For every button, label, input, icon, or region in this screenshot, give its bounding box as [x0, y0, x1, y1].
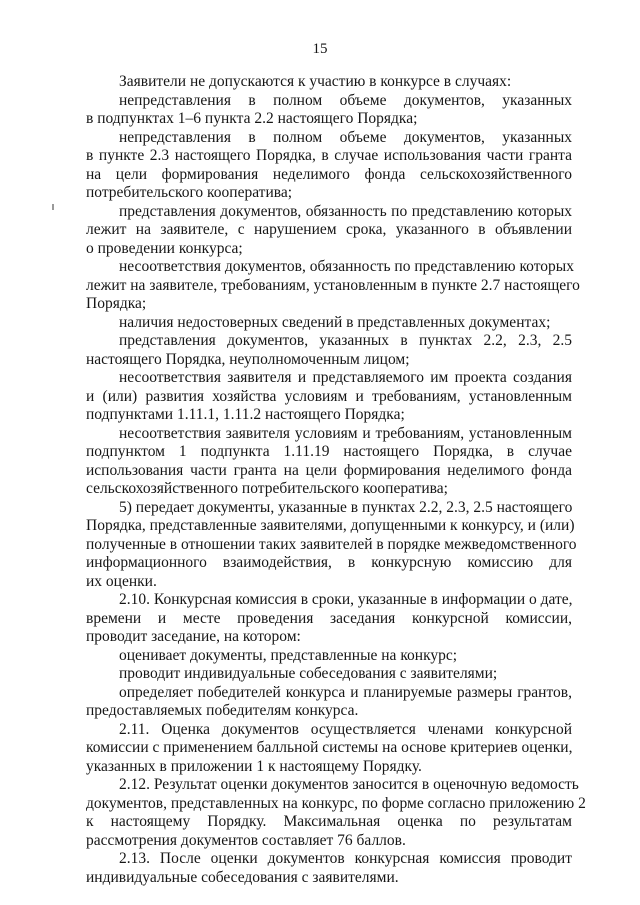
text-line: лежит на заявителе, требованиям, установленным в пункте 2.7 настоящего — [86, 276, 580, 294]
text-line: несоответствия заявителя и представляемого им проекта создания — [119, 369, 572, 386]
text-line: полученные в отношении таких заявителей в порядке межведомственного — [86, 535, 577, 553]
document-body — [86, 73, 586, 887]
text-line: подпунктом 1 подпункта 1.11.19 настоящего Порядка, в случае — [86, 443, 572, 460]
paragraph — [86, 425, 572, 499]
text-line: документов, представленных на конкурс, по форме согласно приложению 2 — [86, 794, 586, 812]
paragraph — [86, 498, 577, 592]
paragraph — [86, 721, 572, 777]
text-line: 2.13. После оценки документов конкурсная комиссия проводит — [119, 850, 572, 867]
text-line: определяет победителей конкурса и планируемые размеры грантов, — [119, 683, 572, 701]
paragraph — [86, 665, 572, 684]
text-line: несоответствия заявителя условиям и требованиям, установленным — [119, 424, 572, 442]
paragraph — [86, 203, 572, 259]
text-line: 2.11. Оценка документов осуществляется членами конкурсной — [119, 720, 572, 738]
text-line: к настоящему Порядку. Максимальная оценка по результатам — [86, 813, 572, 830]
paragraph — [86, 647, 572, 666]
text-line: и (или) развития хозяйства условиям и требованиям, установленным — [86, 387, 572, 405]
text-line: указанных в приложении 1 к настоящему Порядку. — [86, 757, 422, 775]
text-line: времени и месте проведения заседания конкурсной комиссии, — [86, 609, 572, 627]
text-line: представления документов, указанных в пунктах 2.2, 2.3, 2.5 — [119, 332, 572, 349]
text-line: непредставления в полном объеме документов, указанных — [119, 128, 572, 146]
paragraph — [86, 776, 586, 850]
text-line: Порядка, представленные заявителями, допущенными к конкурсу, и (или) — [86, 517, 575, 534]
paragraph — [86, 258, 580, 314]
paragraph — [86, 684, 572, 721]
text-line: предоставляемых победителям конкурса. — [86, 702, 359, 719]
text-line: информационного взаимодействия, в конкурсную комиссию для — [86, 554, 572, 571]
text-line: лежит на заявителе, с нарушением срока, указанного в объявлении — [86, 221, 572, 238]
margin-mark — [52, 204, 54, 210]
text-line: непредставления в полном объеме документов, указанных — [119, 91, 572, 109]
text-line: сельскохозяйственного потребительского кооператива; — [86, 480, 448, 497]
text-line: несоответствия документов, обязанность по представлению которых — [119, 258, 574, 275]
text-line: их оценки. — [86, 572, 157, 590]
text-line: 2.10. Конкурсная комиссия в сроки, указанные в информации о дате, — [119, 591, 573, 608]
page-number: 15 — [312, 41, 328, 57]
text-line: индивидуальные собеседования с заявителями. — [86, 868, 399, 886]
paragraph — [86, 314, 572, 333]
paragraph — [86, 332, 572, 369]
text-line: 5) передает документы, указанные в пунктах 2.2, 2.3, 2.5 настоящего — [119, 498, 573, 516]
text-line: проводит заседание, на котором: — [86, 628, 301, 645]
text-line: 2.12. Результат оценки документов заносится в оценочную ведомость — [119, 776, 579, 793]
paragraph — [86, 73, 572, 92]
text-line: использования части гранта на цели формирования неделимого фонда — [86, 461, 572, 479]
text-line: в пункте 2.3 настоящего Порядка, в случае использования части гранта — [86, 147, 572, 164]
text-line: о проведении конкурса; — [86, 239, 243, 257]
paragraph — [86, 591, 572, 647]
paragraph — [86, 369, 572, 425]
text-line: настоящего Порядка, неуполномоченным лицом; — [86, 350, 410, 368]
paragraph — [86, 129, 572, 203]
text-line: рассмотрения документов составляет 76 баллов. — [86, 831, 406, 849]
text-line: наличия недостоверных сведений в представленных документах; — [119, 313, 551, 331]
text-line: потребительского кооператива; — [86, 184, 293, 201]
paragraph — [86, 850, 572, 887]
text-line: Порядка; — [86, 295, 147, 312]
text-line: на цели формирования неделимого фонда сельскохозяйственного — [86, 165, 572, 183]
text-line: оценивает документы, представленные на конкурс; — [119, 646, 458, 664]
text-line: комиссии с применением балльной системы на основе критериев оценки, — [86, 739, 573, 756]
text-line: в подпунктах 1–6 пункта 2.2 настоящего Порядка; — [86, 110, 418, 127]
text-line: проводит индивидуальные собеседования с заявителями; — [119, 665, 498, 682]
text-line: представления документов, обязанность по представлению которых — [119, 202, 572, 220]
text-line: Заявители не допускаются к участию в конкурсе в случаях: — [119, 73, 512, 90]
paragraph — [86, 92, 572, 129]
text-line: подпунктами 1.11.1, 1.11.2 настоящего Порядка; — [86, 406, 405, 423]
